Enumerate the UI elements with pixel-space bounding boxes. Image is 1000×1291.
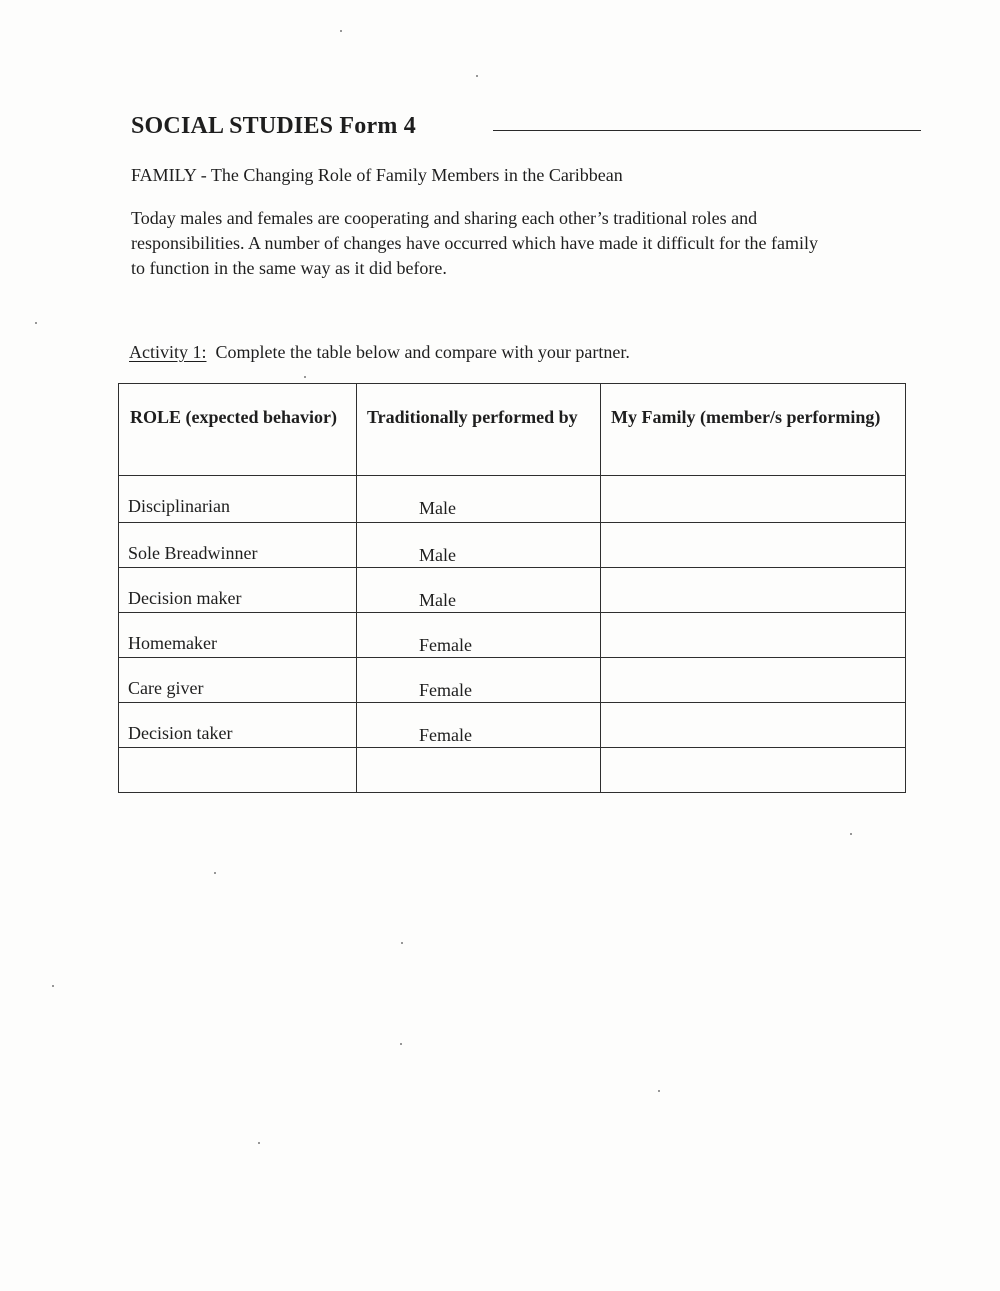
scan-speck [476,75,478,77]
role-cell: Decision taker [119,703,357,748]
header-my-family: My Family (member/s performing) [601,384,906,476]
table-header-row [119,384,906,476]
traditional-cell: Female [357,703,601,748]
my-family-cell[interactable] [601,658,906,703]
intro-line: Today males and females are cooperating and sharing each other’s traditional roles and [131,208,758,228]
scan-speck [340,30,342,32]
my-family-cell[interactable] [601,568,906,613]
my-family-cell[interactable] [601,748,906,793]
traditional-cell: Female [357,613,601,658]
roles-table [118,383,906,793]
activity-label: Activity 1: [129,342,207,362]
role-cell[interactable] [119,748,357,793]
table-row [119,703,906,748]
role-cell: Disciplinarian [119,476,357,523]
topic-subtitle: FAMILY - The Changing Role of Family Members in the Caribbean [131,165,623,185]
traditional-cell: Male [357,568,601,613]
table-row [119,658,906,703]
scan-speck [850,833,852,835]
my-family-cell[interactable] [601,476,906,523]
table-row [119,568,906,613]
traditional-cell: Male [357,476,601,523]
my-family-cell[interactable] [601,703,906,748]
traditional-cell: Female [357,658,601,703]
activity-text: Complete the table below and compare with your partner. [215,342,630,362]
role-cell: Homemaker [119,613,357,658]
traditional-cell: Male [357,523,601,568]
my-family-cell[interactable] [601,613,906,658]
document-title: SOCIAL STUDIES Form 4 [131,113,416,139]
intro-line: to function in the same way as it did before. [131,258,447,278]
table-row [119,523,906,568]
traditional-cell[interactable] [357,748,601,793]
scan-speck [400,1043,402,1045]
table-row [119,748,906,793]
table-row [119,613,906,658]
scan-speck [35,322,37,324]
intro-paragraph [131,206,901,281]
name-blank-line [493,130,921,131]
scan-speck [401,942,403,944]
intro-line: responsibilities. A number of changes have occurred which have made it difficult for the family [131,233,818,253]
role-cell: Sole Breadwinner [119,523,357,568]
scan-speck [304,376,306,378]
activity-instruction [129,342,630,363]
scan-speck [258,1142,260,1144]
header-traditional: Traditionally performed by [357,384,601,476]
scan-speck [658,1090,660,1092]
scan-speck [52,985,54,987]
role-cell: Decision maker [119,568,357,613]
my-family-cell[interactable] [601,523,906,568]
scan-speck [214,872,216,874]
header-role: ROLE (expected behavior) [119,384,357,476]
table-row [119,476,906,523]
role-cell: Care giver [119,658,357,703]
